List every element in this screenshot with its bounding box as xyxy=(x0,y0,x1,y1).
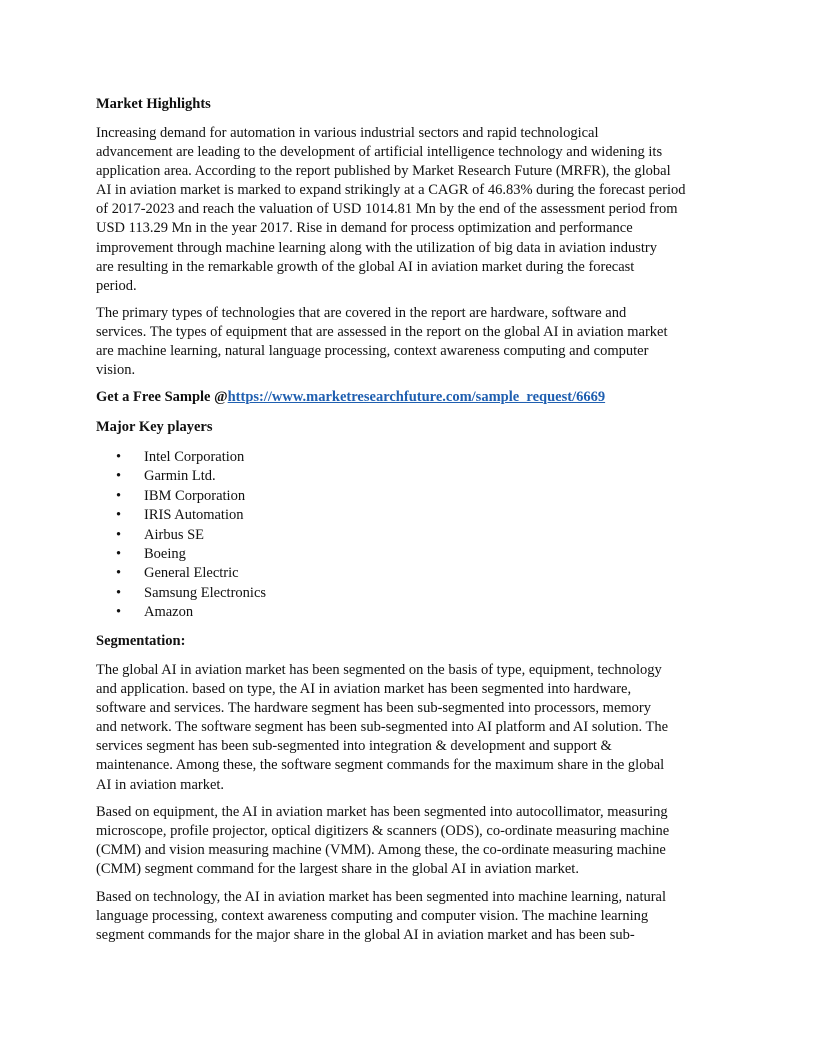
player-name: General Electric xyxy=(144,565,239,582)
player-name: Boeing xyxy=(144,546,186,563)
heading-key-players: Major Key players xyxy=(96,419,213,435)
players-list xyxy=(96,448,266,623)
player-name: Amazon xyxy=(144,604,194,621)
bullet-icon: • xyxy=(116,507,122,524)
text-line: services segment has been sub-segmented into integration & development and support & xyxy=(96,738,612,755)
text-line: period. xyxy=(96,277,137,294)
bullet-icon: • xyxy=(116,604,122,621)
text-line: AI in aviation market. xyxy=(96,776,225,793)
list-item xyxy=(96,487,266,506)
text-line: maintenance. Among these, the software segment commands for the maximum share in the global xyxy=(96,757,665,774)
sample-label: Get a Free Sample @ xyxy=(96,389,228,405)
text-line: segment commands for the major share in the global AI in aviation market and has been sub- xyxy=(96,927,635,944)
text-line: vision. xyxy=(96,362,136,379)
text-line: improvement through machine learning along with the utilization of big data in aviation industry xyxy=(96,239,657,256)
text-line: (CMM) segment command for the largest share in the global AI in aviation market. xyxy=(96,861,579,878)
player-name: IRIS Automation xyxy=(144,507,244,524)
text-line: advancement are leading to the development of artificial intelligence technology and widening its xyxy=(96,144,663,161)
text-line: services. The types of equipment that are assessed in the report on the global AI in aviation market xyxy=(96,324,668,341)
bullet-icon: • xyxy=(116,565,122,582)
paragraph-highlights xyxy=(96,124,686,296)
text-line: microscope, profile projector, optical digitizers & scanners (ODS), co-ordinate measuring machine xyxy=(96,823,670,840)
sample-link[interactable]: https://www.marketresearchfuture.com/sample_request/6669 xyxy=(227,389,606,405)
paragraph-segmentation-type xyxy=(96,661,668,795)
text-line: The global AI in aviation market has been segmented on the basis of type, equipment, technology xyxy=(96,662,662,678)
list-item xyxy=(96,526,266,545)
player-name: IBM Corporation xyxy=(144,487,246,504)
bullet-icon: • xyxy=(116,468,122,485)
text-line: of 2017-2023 and reach the valuation of USD 1014.81 Mn by the end of the assessment period from xyxy=(96,201,678,218)
text-line: USD 113.29 Mn in the year 2017. Rise in demand for process optimization and performance xyxy=(96,220,633,237)
heading-market-highlights: Market Highlights xyxy=(96,96,211,112)
heading-segmentation: Segmentation: xyxy=(96,633,186,649)
player-name: Airbus SE xyxy=(144,526,205,543)
player-name: Intel Corporation xyxy=(144,449,245,465)
text-line: The primary types of technologies that are covered in the report are hardware, software and xyxy=(96,305,627,321)
player-name: Garmin Ltd. xyxy=(144,468,216,485)
bullet-icon: • xyxy=(116,449,122,465)
text-line: are machine learning, natural language processing, context awareness computing and computer xyxy=(96,343,649,360)
text-line: are resulting in the remarkable growth of the global AI in aviation market during the forecast xyxy=(96,258,635,275)
paragraph-segmentation-equipment xyxy=(96,803,669,879)
text-line: Increasing demand for automation in various industrial sectors and rapid technological xyxy=(96,125,599,141)
list-item xyxy=(96,545,266,564)
text-line: Based on equipment, the AI in aviation market has been segmented into autocollimator, measuring xyxy=(96,804,668,820)
text-line: (CMM) and vision measuring machine (VMM). Among these, the co-ordinate measuring machine xyxy=(96,842,666,859)
list-item xyxy=(96,603,266,622)
text-line: software and services. The hardware segment has been sub-segmented into processors, memory xyxy=(96,700,651,717)
paragraph-segmentation-technology xyxy=(96,888,666,945)
bullet-icon: • xyxy=(116,584,122,601)
player-name: Samsung Electronics xyxy=(144,584,267,601)
bullet-icon: • xyxy=(116,526,122,543)
bullet-icon: • xyxy=(116,487,122,504)
text-line: language processing, context awareness computing and computer vision. The machine learning xyxy=(96,908,649,925)
text-line: application area. According to the report published by Market Research Future (MRFR), the global xyxy=(96,163,671,180)
text-line: and network. The software segment has been sub-segmented into AI platform and AI solution. The xyxy=(96,719,669,736)
list-item xyxy=(96,584,266,603)
list-item xyxy=(96,467,266,486)
text-line: and application. based on type, the AI in aviation market has been segmented into hardware, xyxy=(96,681,632,698)
bullet-icon: • xyxy=(116,546,122,563)
list-item xyxy=(96,506,266,525)
list-item xyxy=(96,564,266,583)
text-line: Based on technology, the AI in aviation market has been segmented into machine learning, natural xyxy=(96,889,667,905)
sample-line xyxy=(96,388,605,407)
list-item xyxy=(96,448,266,467)
paragraph-technologies xyxy=(96,304,668,380)
text-line: AI in aviation market is marked to expand strikingly at a CAGR of 46.83% during the forecast period xyxy=(96,182,686,199)
